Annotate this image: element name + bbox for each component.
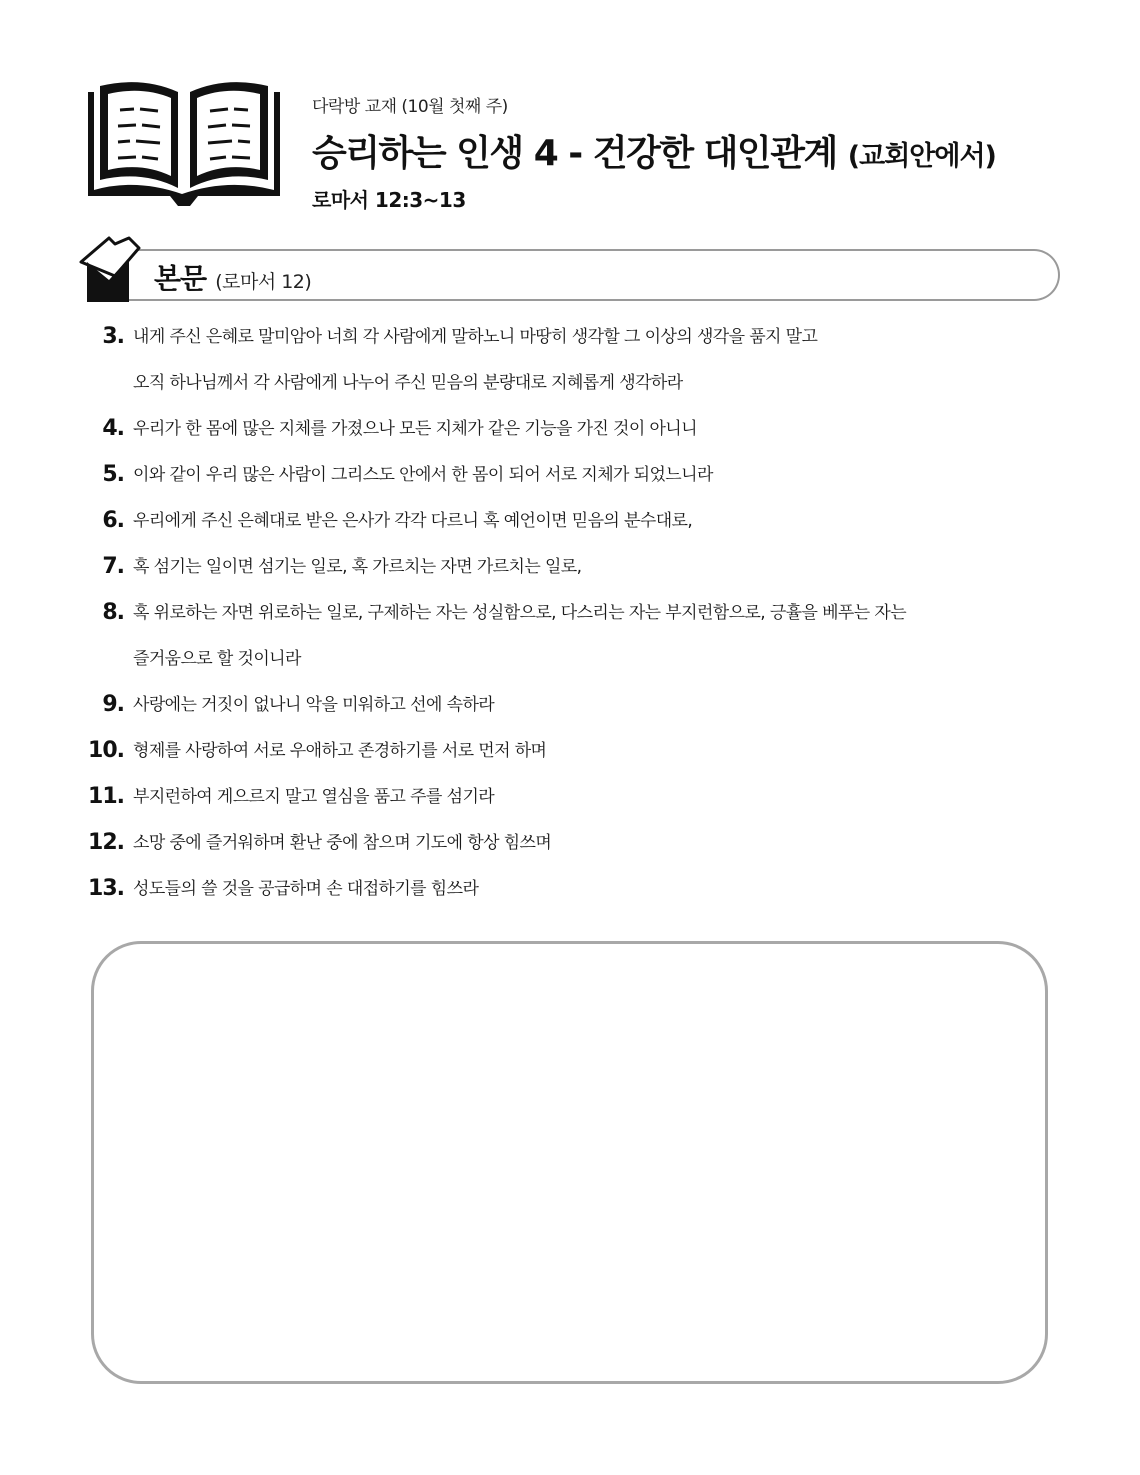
section-subtitle: (로마서 12) xyxy=(215,271,312,293)
verse-line: 혹 섬기는 일이면 섬기는 일로, 혹 가르치는 자면 가르치는 일로, xyxy=(133,557,582,577)
verse-text xyxy=(133,866,478,912)
verse-text xyxy=(133,728,546,774)
verse-line: 우리에게 주신 은혜대로 받은 은사가 각각 다르니 혹 예언이면 믿음의 분수대로, xyxy=(133,511,693,531)
verse-number: 10. xyxy=(88,738,124,763)
verse-line: 우리가 한 몸에 많은 지체를 가졌으나 모든 지체가 같은 기능을 가진 것이 아니니 xyxy=(133,419,697,439)
verse-text xyxy=(133,682,494,728)
verse-line: 내게 주신 은혜로 말미암아 너희 각 사람에게 말하노니 마땅히 생각할 그 이상의 생각을 품지 말고 xyxy=(133,327,818,347)
page-title-paren: (교회안에서) xyxy=(847,141,996,172)
section-title: 본문 xyxy=(154,262,207,295)
check-diamond-icon xyxy=(79,236,141,304)
verse-item xyxy=(88,774,1088,820)
verse-list xyxy=(88,314,1088,912)
verse-number: 11. xyxy=(88,784,124,809)
verse-number: 8. xyxy=(102,600,124,625)
verse-text xyxy=(133,774,494,820)
verse-text xyxy=(133,590,906,682)
verse-line: 혹 위로하는 자면 위로하는 일로, 구제하는 자는 성실함으로, 다스리는 자는 부지런함으로, 긍휼을 베푸는 자는 xyxy=(133,603,907,623)
scripture-reference: 로마서 12:3~13 xyxy=(312,188,466,212)
header-subtitle: 다락방 교재 (10월 첫째 주) xyxy=(312,97,508,117)
verse-number: 13. xyxy=(88,876,124,901)
header xyxy=(312,92,996,213)
verse-number: 3. xyxy=(102,324,124,349)
verse-text xyxy=(133,544,581,590)
verse-number: 6. xyxy=(102,508,124,533)
verse-line: 형제를 사랑하여 서로 우애하고 존경하기를 서로 먼저 하며 xyxy=(133,741,547,761)
verse-line: 성도들의 쓸 것을 공급하며 손 대접하기를 힘쓰라 xyxy=(133,879,479,899)
page-title-main: 승리하는 인생 4 - 건강한 대인관계 xyxy=(312,133,837,174)
verse-item xyxy=(88,544,1088,590)
verse-number: 9. xyxy=(102,692,124,717)
section-heading xyxy=(154,257,311,297)
verse-line: 사랑에는 거짓이 없나니 악을 미워하고 선에 속하라 xyxy=(133,695,495,715)
verse-number: 5. xyxy=(102,462,124,487)
verse-item xyxy=(88,314,1088,406)
verse-item xyxy=(88,452,1088,498)
verse-line: 이와 같이 우리 많은 사람이 그리스도 안에서 한 몸이 되어 서로 지체가 되었느니라 xyxy=(133,465,713,485)
verse-text xyxy=(133,452,713,498)
verse-item xyxy=(88,406,1088,452)
page-title xyxy=(312,125,996,176)
open-book-icon xyxy=(86,78,282,210)
verse-item xyxy=(88,498,1088,544)
verse-item xyxy=(88,820,1088,866)
verse-line: 즐거움으로 할 것이니라 xyxy=(133,649,301,669)
verse-text xyxy=(133,314,817,406)
verse-number: 12. xyxy=(88,830,124,855)
verse-item xyxy=(88,590,1088,682)
verse-number: 7. xyxy=(102,554,124,579)
verse-item xyxy=(88,682,1088,728)
verse-item xyxy=(88,728,1088,774)
verse-text xyxy=(133,820,551,866)
verse-number: 4. xyxy=(102,416,124,441)
verse-text xyxy=(133,498,692,544)
verse-line: 소망 중에 즐거워하며 환난 중에 참으며 기도에 항상 힘쓰며 xyxy=(133,833,552,853)
verse-item xyxy=(88,866,1088,912)
verse-text xyxy=(133,406,697,452)
verse-line: 부지런하여 게으르지 말고 열심을 품고 주를 섬기라 xyxy=(133,787,495,807)
verse-line: 오직 하나님께서 각 사람에게 나누어 주신 믿음의 분량대로 지혜롭게 생각하라 xyxy=(133,373,683,393)
notes-box xyxy=(91,941,1048,1384)
